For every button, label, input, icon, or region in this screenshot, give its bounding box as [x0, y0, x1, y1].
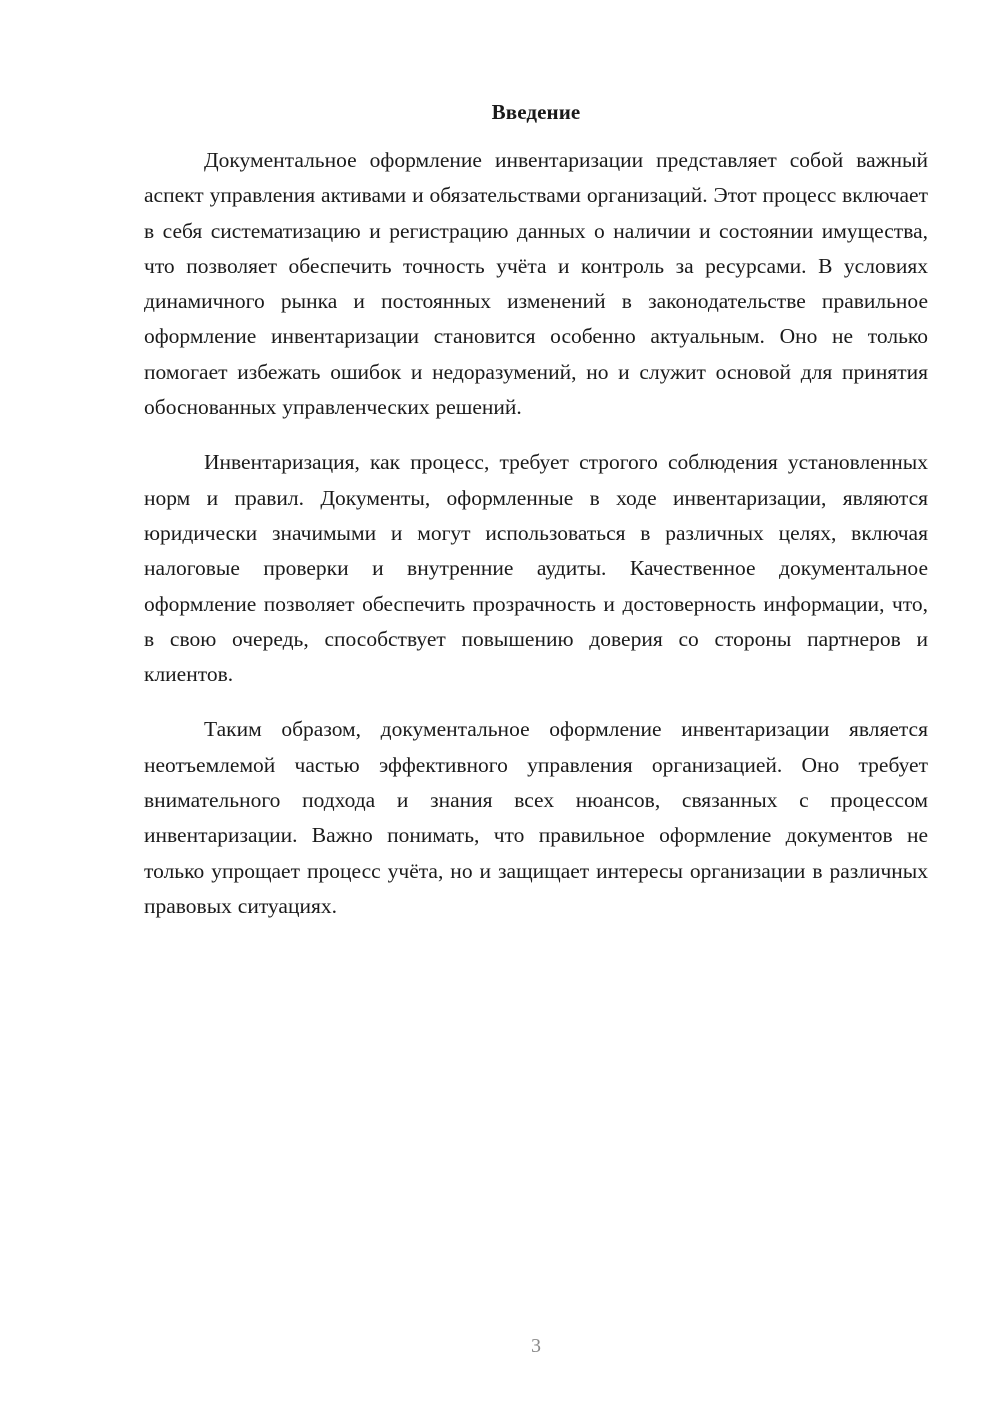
paragraph-3: Таким образом, документальное оформление инвентаризации является неотъемлемой частью эффективного управления организацией. Оно требует внимательного подхода и знания всех нюансов, связанных с процессом инвентаризации. Важно понимать, что правильное оформление документов не только упрощает процесс учёта, но и защищает интересы организации в различных правовых ситуациях.	[144, 717, 928, 918]
paragraph-2: Инвентаризация, как процесс, требует строгого соблюдения установленных норм и правил. Документы, оформленные в ходе инвентаризации, являются юридически значимыми и могут использоваться в различных целях, включая налоговые проверки и внутренние аудиты. Качественное документальное оформление позволяет обеспечить прозрачность и достоверность информации, что, в свою очередь, способствует повышению доверия со стороны партнеров и клиентов.	[144, 450, 928, 687]
page-number: 3	[531, 1335, 541, 1357]
body-text	[144, 143, 928, 944]
paragraph-1: Документальное оформление инвентаризации представляет собой важный аспект управления активами и обязательствами организаций. Этот процесс включает в себя систематизацию и регистрацию данных о наличии и состоянии имущества, что позволяет обеспечить точность учёта и контроль за ресурсами. В условиях динамичного рынка и постоянных изменений в законодательстве правильное оформление инвентаризации становится особенно актуальным. Оно не только помогает избежать ошибок и недоразумений, но и служит основой для принятия обоснованных управленческих решений.	[144, 148, 928, 420]
section-title: Введение	[491, 100, 581, 124]
